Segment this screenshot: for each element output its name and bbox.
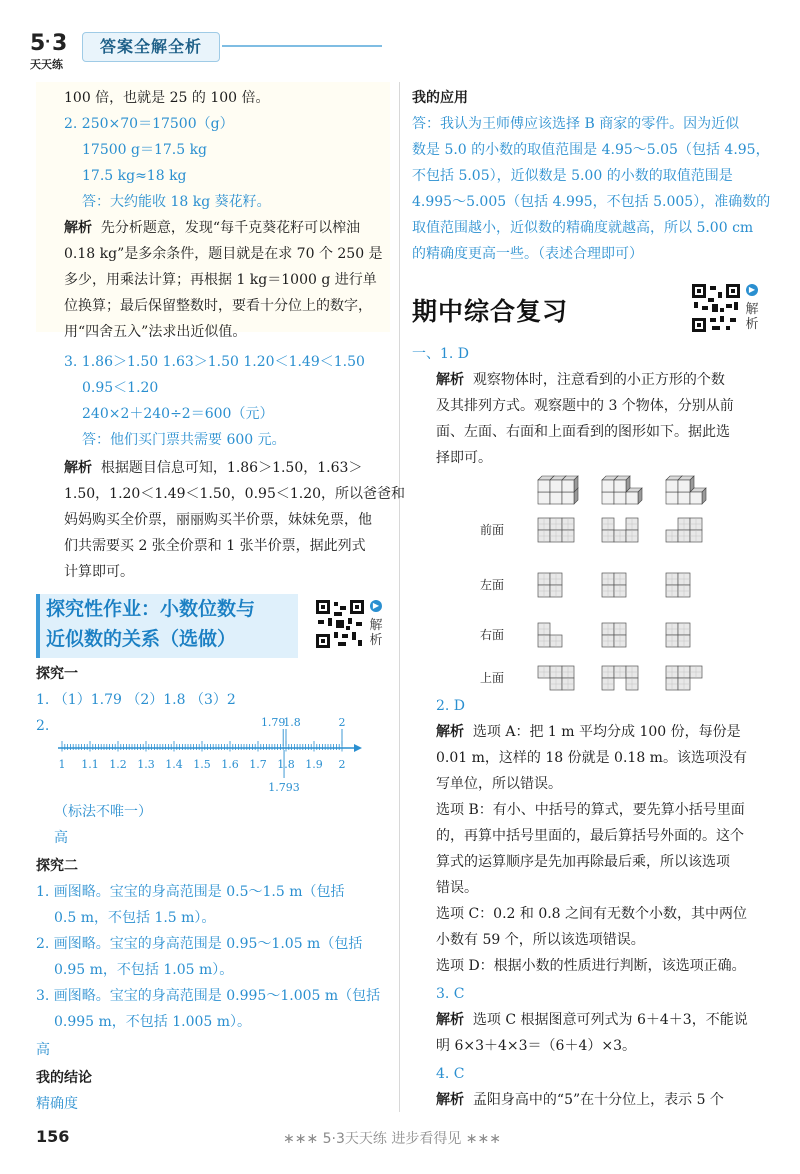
cube-face xyxy=(614,480,626,492)
explore-2-q1-line-2: 0.5 m，不包括 1.5 m）。 xyxy=(54,910,216,926)
explanation-1-line-2: 0.18 kg”是多余条件，题目就是在求 70 个 250 是 xyxy=(64,246,383,262)
explore-1-q2: 2. xyxy=(36,718,50,734)
application-line-5: 取值范围越小，近似数的精确度就越高，所以 5.00 cm xyxy=(412,220,754,236)
number-line-top-label: 2 xyxy=(338,716,346,729)
answer-3: 3. C xyxy=(436,986,465,1002)
r3-line-1 xyxy=(436,1010,748,1030)
number-line-label: 1.8 xyxy=(277,758,295,771)
footer-slogan: ∗∗∗ 5·3天天练 进步看得见 ∗∗∗ xyxy=(283,1131,501,1147)
cube-face xyxy=(678,492,690,504)
application-line-2: 数是 5.0 的小数的取值范围是 4.95～5.05（包括 4.95， xyxy=(412,142,770,158)
svg-text:3: 3 xyxy=(52,31,68,56)
view-label: 左面 xyxy=(480,578,505,592)
r1-line-2: 及其排列方式。观察题中的 3 个物体，分别从前 xyxy=(436,398,734,414)
application-line-3: 不包括 5.05），近似数是 5.00 的小数的取值范围是 xyxy=(412,168,733,184)
cube-face xyxy=(550,492,562,504)
explore-banner xyxy=(36,594,298,658)
section-title: 期中综合复习 xyxy=(412,297,569,326)
q3-calc: 240×2＋240÷2＝600（元） xyxy=(82,406,274,422)
number-line-label: 1.3 xyxy=(137,758,155,771)
svg-text:天天练: 天天练 xyxy=(30,58,63,71)
play-icon[interactable]: ▶ xyxy=(370,600,382,612)
explanation-2-line-2: 1.50，1.20＜1.49＜1.50，0.95＜1.20，所以爸爸和 xyxy=(64,486,406,502)
number-line-arrow xyxy=(354,744,362,752)
cube-face xyxy=(602,492,614,504)
cube-face xyxy=(690,492,702,504)
number-line-top-label: 1.8 xyxy=(283,716,301,729)
explore-2-q1-line-1: 1. 画图略。宝宝的身高范围是 0.5～1.5 m（包括 xyxy=(36,884,345,900)
r3-line-2: 明 6×3＋4×3＝（6＋4）×3。 xyxy=(436,1038,636,1054)
number-line xyxy=(36,716,376,796)
r2-line-8: 选项 C：0.2 和 0.8 之间有无数个小数，其中两位 xyxy=(436,906,748,922)
banner-line-1: 探究性作业：小数位数与 xyxy=(46,598,256,620)
explanation-2-line-4: 们共需要买 2 张全价票和 1 张半价票，据此列式 xyxy=(64,538,366,554)
number-line-label: 1.4 xyxy=(165,758,183,771)
number-line-label: 2 xyxy=(338,758,346,771)
number-line-label: 1.5 xyxy=(193,758,211,771)
header-rule xyxy=(222,45,382,47)
r2-line-6: 算式的运算顺序是先加再除最后乘，所以该选项 xyxy=(436,854,730,870)
number-line-label: 1.1 xyxy=(81,758,99,771)
page-number: 156 xyxy=(36,1127,70,1146)
cube-stack xyxy=(538,476,578,504)
r2-line-3: 写单位，所以错误。 xyxy=(436,776,562,792)
r4-text-1: 孟阳身高中的“5”在十分位上，表示 5 个 xyxy=(472,1092,724,1108)
cube-face xyxy=(538,492,550,504)
q2-convert: 17500 g＝17.5 kg xyxy=(82,142,208,158)
cube-stack xyxy=(666,476,706,504)
r4-line-1 xyxy=(436,1090,724,1110)
explanation-2-text-1: 根据题目信息可知，1.86＞1.50，1.63＞ xyxy=(100,460,363,476)
view-label: 前面 xyxy=(480,523,505,537)
answer-4: 4. C xyxy=(436,1066,465,1082)
explanation-1-text-1: 先分析题意，发现“每千克葵花籽可以榨油 xyxy=(100,220,361,236)
explanation-1-line-3: 多少，用乘法计算；再根据 1 kg＝1000 g 进行单 xyxy=(64,272,377,288)
r2-line-2: 0.01 m，这样的 18 份就是 0.18 m。该选项没有 xyxy=(436,750,747,766)
number-line-bottom-label: 1.793 xyxy=(268,781,300,794)
r3-text-1: 选项 C 根据图意可列式为 6＋4＋3，不能说 xyxy=(472,1012,748,1028)
explore-1-title: 探究一 xyxy=(36,666,78,682)
cube-face xyxy=(614,492,626,504)
number-line-label: 1.2 xyxy=(109,758,127,771)
left-line-1: 100 倍，也就是 25 的 100 倍。 xyxy=(64,90,270,106)
r1-line-1 xyxy=(436,370,725,390)
high-answer-1: 高 xyxy=(54,830,68,846)
play-icon[interactable]: ▶ xyxy=(746,284,758,296)
r1-line-3: 面、左面、右面和上面看到的图形如下。据此选 xyxy=(436,424,730,440)
application-line-1: 答：我认为王师傅应该选择 B 商家的零件。因为近似 xyxy=(412,116,740,132)
explanation-2-line-5: 计算即可。 xyxy=(64,564,134,580)
cube-face xyxy=(538,480,550,492)
view-label: 上面 xyxy=(480,671,505,685)
r2-line-10: 选项 D：根据小数的性质进行判断，该选项正确。 xyxy=(436,958,746,974)
q2-round: 17.5 kg≈18 kg xyxy=(82,168,187,184)
explore-2-q3-line-2: 0.995 m，不包括 1.005 m）。 xyxy=(54,1014,252,1030)
r2-line-5: 的，再算中括号里面的，最后算括号外面的。这个 xyxy=(436,828,744,844)
jiexi-label: 解析 xyxy=(64,220,92,236)
cube-face xyxy=(626,492,638,504)
note-text: （标法不唯一） xyxy=(54,804,152,820)
jiexi-label: 解析 xyxy=(436,1012,464,1028)
explanation-2-line-1 xyxy=(64,458,362,478)
number-line-label: 1.9 xyxy=(305,758,323,771)
qr-label: 解析 xyxy=(745,302,759,332)
application-line-6: 的精确度更高一些。（表述合理即可） xyxy=(412,246,643,262)
qr-code-icon[interactable] xyxy=(314,598,366,650)
cube-face xyxy=(562,480,574,492)
q2-calc: 2. 250×70＝17500（g） xyxy=(64,116,234,132)
jiexi-label: 解析 xyxy=(436,724,464,740)
r1-text-1: 观察物体时，注意看到的小正方形的个数 xyxy=(472,372,725,388)
number-line-label: 1.6 xyxy=(221,758,239,771)
conclusion-answer: 精确度 xyxy=(36,1096,78,1112)
svg-text:·: · xyxy=(45,34,51,50)
r2-line-4: 选项 B：有小、中括号的算式，要先算小括号里面 xyxy=(436,802,745,818)
explanation-1-line-5: 用“四舍五入”法求出近似值。 xyxy=(64,324,247,340)
cube-face xyxy=(550,480,562,492)
conclusion-title: 我的结论 xyxy=(36,1070,92,1086)
explore-2-title: 探究二 xyxy=(36,858,78,874)
number-line-label: 1 xyxy=(58,758,66,771)
q3-compare: 3. 1.86＞1.50 1.63＞1.50 1.20＜1.49＜1.50 xyxy=(64,354,365,370)
jiexi-label: 解析 xyxy=(436,372,464,388)
r1-line-4: 择即可。 xyxy=(436,450,492,466)
number-line-top-label: 1.79 xyxy=(260,716,286,729)
explore-2-q2-line-1: 2. 画图略。宝宝的身高范围是 0.95～1.05 m（包括 xyxy=(36,936,363,952)
answer-2: 2. D xyxy=(436,698,466,714)
q3-compare-2: 0.95＜1.20 xyxy=(82,380,159,396)
column-divider xyxy=(399,82,400,1112)
q2-answer: 答：大约能收 18 kg 葵花籽。 xyxy=(82,194,271,210)
explore-1-q1: 1. （1）1.79 （2）1.8 （3）2 xyxy=(36,692,236,708)
r2-text-1: 选项 A：把 1 m 平均分成 100 份，每份是 xyxy=(472,724,741,740)
cube-face xyxy=(562,492,574,504)
r2-line-1 xyxy=(436,722,741,742)
qr-label: 解析 xyxy=(369,618,383,648)
r2-line-7: 错误。 xyxy=(436,880,478,896)
q3-answer: 答：他们买门票共需要 600 元。 xyxy=(82,432,286,448)
cube-views-figure xyxy=(480,468,740,698)
cube-stack xyxy=(602,476,642,504)
application-line-4: 4.995～5.005（包括 4.995，不包括 5.005），准确数的 xyxy=(412,194,771,210)
logo-icon xyxy=(28,24,76,72)
cube-face xyxy=(678,480,690,492)
explore-2-q3-line-1: 3. 画图略。宝宝的身高范围是 0.995～1.005 m（包括 xyxy=(36,988,381,1004)
r2-line-9: 小数有 59 个，所以该选项错误。 xyxy=(436,932,645,948)
explanation-1-line-4: 位换算；最后保留整数时，要看十分位上的数字， xyxy=(64,298,372,314)
jiexi-label: 解析 xyxy=(64,460,92,476)
explanation-2-line-3: 妈妈购买全价票，丽丽购买半价票，妹妹免票，他 xyxy=(64,512,372,528)
cube-face xyxy=(666,492,678,504)
banner-line-2: 近似数的关系（选做） xyxy=(46,628,237,650)
explore-2-q2-line-2: 0.95 m，不包括 1.05 m）。 xyxy=(54,962,234,978)
view-label: 右面 xyxy=(480,628,505,642)
answer-1: 一、1. D xyxy=(412,346,470,362)
cube-face xyxy=(666,480,678,492)
application-title: 我的应用 xyxy=(412,90,468,106)
cube-face xyxy=(602,480,614,492)
qr-code-icon[interactable] xyxy=(690,282,742,334)
high-answer-2: 高 xyxy=(36,1042,50,1058)
number-line-label: 1.7 xyxy=(249,758,267,771)
explanation-1-line-1 xyxy=(64,218,360,238)
svg-text:5: 5 xyxy=(30,31,46,56)
header-tag: 答案全解全析 xyxy=(82,32,220,62)
jiexi-label: 解析 xyxy=(436,1092,464,1108)
